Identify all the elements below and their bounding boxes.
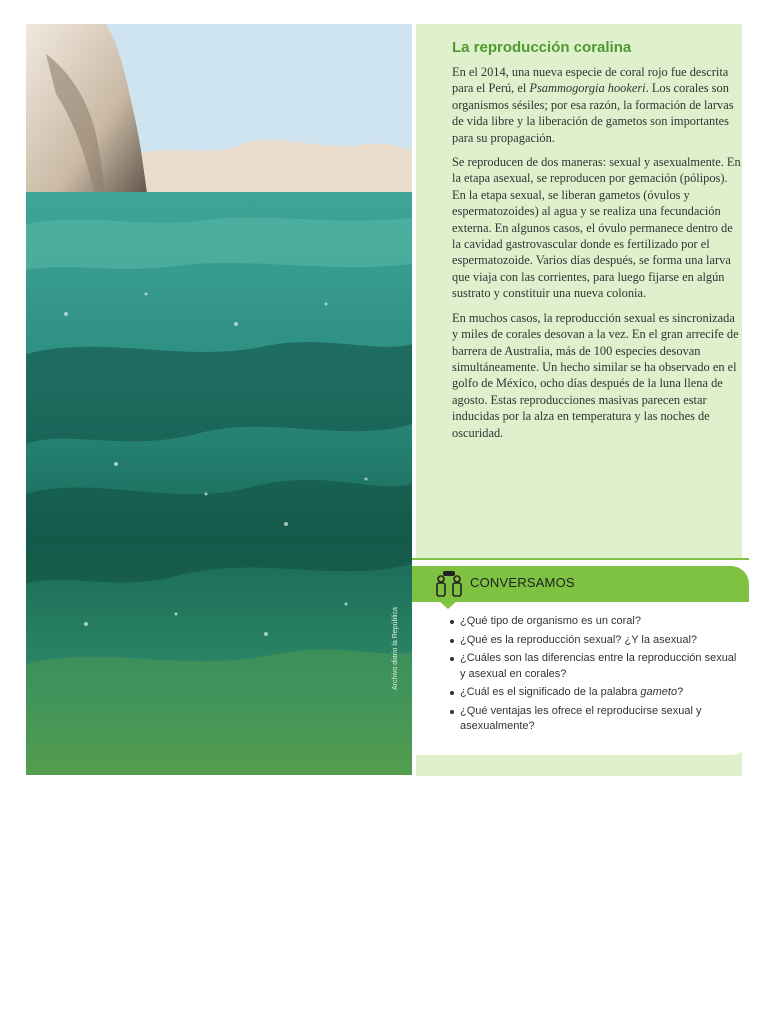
question-1: ¿Qué tipo de organismo es un coral? xyxy=(448,614,738,630)
conversamos-header-notch xyxy=(438,600,458,609)
people-talking-icon xyxy=(433,570,465,598)
question-4-end: ? xyxy=(677,686,684,698)
photo-credit: Archivo diario la República xyxy=(392,607,399,690)
question-list xyxy=(448,614,738,738)
question-4-term: gameto xyxy=(640,686,678,698)
question-2: ¿Qué es la reproducción sexual? ¿Y la asexual? xyxy=(448,633,738,649)
paragraph-1-end: . Los corales son organismos sésiles; por esa razón, la formación de larvas de vida libre y la liberación de gametos son importantes para su propagación. xyxy=(452,81,734,145)
sea-photo xyxy=(26,24,412,775)
article-title: La reproducción coralina xyxy=(452,39,632,56)
question-5: ¿Qué ventajas les ofrece el reproducirse sexual y asexualmente? xyxy=(448,704,738,735)
article xyxy=(452,38,742,449)
paragraph-2: Se reproducen de dos maneras: sexual y asexualmente. En la etapa asexual, se reproducen por gemación (pólipos). En la etapa sexual, se liberan gametos (óvulos y espermatozoides) al agua y se realiza una fecundación externa. En algunos casos, el óvulo permanece dentro de la cavidad gastrovascular donde es fertilizado por el espermatozoide. Varios días después, se forma una larva que viaja con las corrientes, para luego fijarse en algún sustrato y constituir una nueva colonia. xyxy=(452,155,741,301)
sea-photo-illustration xyxy=(26,24,412,775)
species-name: Psammogorgia hookeri xyxy=(529,81,646,96)
conversamos-title: CONVERSAMOS xyxy=(470,575,575,590)
question-4 xyxy=(448,685,738,701)
paragraph-1 xyxy=(452,64,742,146)
paragraph-1-start: En el 2014, una nueva especie de coral rojo fue descrita para el Perú, el xyxy=(452,65,729,96)
question-4-start: ¿Cuál es el significado de la palabra xyxy=(460,686,641,698)
paragraph-3: En muchos casos, la reproducción sexual es sincronizada y miles de corales desovan a la vez. En el gran arrecife de barrera de Australia, más de 100 especies desovan simultáneamente. Un hecho similar se ha observado en el golfo de México, ocho días después de la luna llena de agosto. Estas reproducciones masivas parecen estar inducidas por la alza en temperatura y las noches de oscuridad. xyxy=(452,310,739,440)
question-3: ¿Cuáles son las diferencias entre la reproducción sexual y asexual en corales? xyxy=(448,651,738,682)
